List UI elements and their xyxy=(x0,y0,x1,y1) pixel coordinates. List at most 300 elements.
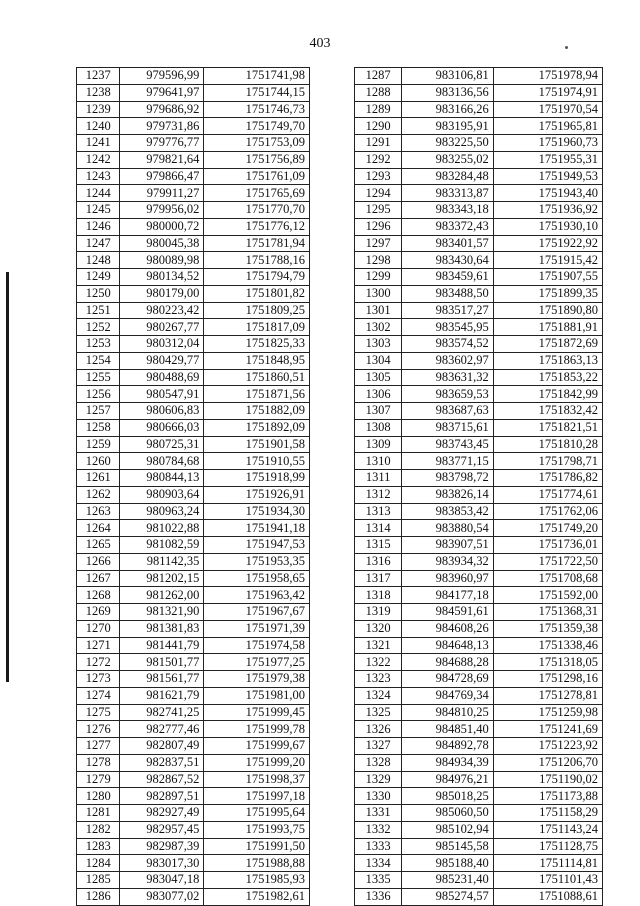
y-coordinate: 1751988,88 xyxy=(204,855,310,872)
x-coordinate: 981621,79 xyxy=(120,687,204,704)
x-coordinate: 980045,38 xyxy=(120,235,204,252)
y-coordinate: 1751753,09 xyxy=(204,135,310,152)
x-coordinate: 980903,64 xyxy=(120,486,204,503)
point-number: 1273 xyxy=(77,671,120,688)
table-row xyxy=(77,302,310,319)
table-row xyxy=(77,687,310,704)
table-row xyxy=(77,252,310,269)
y-coordinate: 1751998,37 xyxy=(204,771,310,788)
y-coordinate: 1751774,61 xyxy=(493,486,602,503)
y-coordinate: 1751241,69 xyxy=(493,721,602,738)
x-coordinate: 984177,18 xyxy=(402,587,493,604)
table-row xyxy=(77,386,310,403)
x-coordinate: 984591,61 xyxy=(402,604,493,621)
x-coordinate: 985018,25 xyxy=(402,788,493,805)
y-coordinate: 1751088,61 xyxy=(493,888,602,905)
x-coordinate: 984728,69 xyxy=(402,671,493,688)
y-coordinate: 1751890,80 xyxy=(493,302,602,319)
table-row xyxy=(77,553,310,570)
table-row xyxy=(355,704,603,721)
coordinates-table-left xyxy=(76,67,310,906)
point-number: 1249 xyxy=(77,269,120,286)
point-number: 1283 xyxy=(77,838,120,855)
y-coordinate: 1751863,13 xyxy=(493,352,602,369)
point-number: 1322 xyxy=(355,654,402,671)
table-row xyxy=(77,654,310,671)
table-row xyxy=(355,269,603,286)
x-coordinate: 984648,13 xyxy=(402,637,493,654)
point-number: 1318 xyxy=(355,587,402,604)
x-coordinate: 980223,42 xyxy=(120,302,204,319)
y-coordinate: 1751744,15 xyxy=(204,84,310,101)
table-row xyxy=(77,838,310,855)
table-row xyxy=(77,319,310,336)
x-coordinate: 979641,97 xyxy=(120,84,204,101)
table-row xyxy=(355,637,603,654)
y-coordinate: 1751809,25 xyxy=(204,302,310,319)
x-coordinate: 980000,72 xyxy=(120,218,204,235)
y-coordinate: 1751979,38 xyxy=(204,671,310,688)
y-coordinate: 1751892,09 xyxy=(204,419,310,436)
y-coordinate: 1751821,51 xyxy=(493,419,602,436)
point-number: 1328 xyxy=(355,754,402,771)
table-row xyxy=(355,403,603,420)
y-coordinate: 1751781,94 xyxy=(204,235,310,252)
point-number: 1296 xyxy=(355,218,402,235)
x-coordinate: 984976,21 xyxy=(402,771,493,788)
y-coordinate: 1751907,55 xyxy=(493,269,602,286)
y-coordinate: 1751173,88 xyxy=(493,788,602,805)
x-coordinate: 984892,78 xyxy=(402,738,493,755)
x-coordinate: 979776,77 xyxy=(120,135,204,152)
y-coordinate: 1751918,99 xyxy=(204,470,310,487)
x-coordinate: 982807,49 xyxy=(120,738,204,755)
x-coordinate: 979731,86 xyxy=(120,118,204,135)
y-coordinate: 1751756,89 xyxy=(204,151,310,168)
x-coordinate: 983106,81 xyxy=(402,68,493,85)
table-row xyxy=(77,235,310,252)
y-coordinate: 1751853,22 xyxy=(493,369,602,386)
point-number: 1264 xyxy=(77,520,120,537)
x-coordinate: 983488,50 xyxy=(402,285,493,302)
table-row xyxy=(77,168,310,185)
x-coordinate: 983826,14 xyxy=(402,486,493,503)
table-row xyxy=(355,285,603,302)
y-coordinate: 1751949,53 xyxy=(493,168,602,185)
table-row xyxy=(77,185,310,202)
point-number: 1262 xyxy=(77,486,120,503)
table-row xyxy=(77,855,310,872)
point-number: 1335 xyxy=(355,872,402,889)
point-number: 1271 xyxy=(77,637,120,654)
point-number: 1330 xyxy=(355,788,402,805)
y-coordinate: 1751882,09 xyxy=(204,403,310,420)
y-coordinate: 1751762,06 xyxy=(493,503,602,520)
y-coordinate: 1751798,71 xyxy=(493,453,602,470)
table-row xyxy=(355,855,603,872)
y-coordinate: 1751708,68 xyxy=(493,570,602,587)
table-row xyxy=(77,486,310,503)
x-coordinate: 983602,97 xyxy=(402,352,493,369)
point-number: 1307 xyxy=(355,403,402,420)
x-coordinate: 981381,83 xyxy=(120,620,204,637)
table-row xyxy=(355,202,603,219)
table-row xyxy=(355,101,603,118)
x-coordinate: 982987,39 xyxy=(120,838,204,855)
x-coordinate: 980844,13 xyxy=(120,470,204,487)
y-coordinate: 1751832,42 xyxy=(493,403,602,420)
point-number: 1242 xyxy=(77,151,120,168)
y-coordinate: 1751999,78 xyxy=(204,721,310,738)
x-coordinate: 983545,95 xyxy=(402,319,493,336)
y-coordinate: 1751941,18 xyxy=(204,520,310,537)
y-coordinate: 1751788,16 xyxy=(204,252,310,269)
table-row xyxy=(355,436,603,453)
x-coordinate: 982777,46 xyxy=(120,721,204,738)
x-coordinate: 980725,31 xyxy=(120,436,204,453)
y-coordinate: 1751143,24 xyxy=(493,821,602,838)
point-number: 1293 xyxy=(355,168,402,185)
x-coordinate: 985274,57 xyxy=(402,888,493,905)
x-coordinate: 980666,03 xyxy=(120,419,204,436)
y-coordinate: 1751997,18 xyxy=(204,788,310,805)
x-coordinate: 983255,02 xyxy=(402,151,493,168)
table-row xyxy=(77,872,310,889)
x-coordinate: 983517,27 xyxy=(402,302,493,319)
x-coordinate: 985188,40 xyxy=(402,855,493,872)
point-number: 1282 xyxy=(77,821,120,838)
table-row xyxy=(355,604,603,621)
point-number: 1270 xyxy=(77,620,120,637)
x-coordinate: 979866,47 xyxy=(120,168,204,185)
point-number: 1258 xyxy=(77,419,120,436)
point-number: 1279 xyxy=(77,771,120,788)
x-coordinate: 983313,87 xyxy=(402,185,493,202)
point-number: 1274 xyxy=(77,687,120,704)
table-row xyxy=(355,185,603,202)
table-row xyxy=(355,888,603,905)
point-number: 1247 xyxy=(77,235,120,252)
y-coordinate: 1751765,69 xyxy=(204,185,310,202)
x-coordinate: 984608,26 xyxy=(402,620,493,637)
table-row xyxy=(77,218,310,235)
x-coordinate: 985145,58 xyxy=(402,838,493,855)
x-coordinate: 983166,26 xyxy=(402,101,493,118)
point-number: 1305 xyxy=(355,369,402,386)
x-coordinate: 980547,91 xyxy=(120,386,204,403)
table-row xyxy=(355,520,603,537)
y-coordinate: 1751930,10 xyxy=(493,218,602,235)
point-number: 1299 xyxy=(355,269,402,286)
point-number: 1289 xyxy=(355,101,402,118)
scan-edge-mark xyxy=(6,272,9,682)
y-coordinate: 1751995,64 xyxy=(204,805,310,822)
point-number: 1266 xyxy=(77,553,120,570)
x-coordinate: 983687,63 xyxy=(402,403,493,420)
x-coordinate: 983715,61 xyxy=(402,419,493,436)
table-row xyxy=(355,771,603,788)
x-coordinate: 981082,59 xyxy=(120,537,204,554)
table-row xyxy=(77,269,310,286)
point-number: 1321 xyxy=(355,637,402,654)
point-number: 1329 xyxy=(355,771,402,788)
y-coordinate: 1751899,35 xyxy=(493,285,602,302)
table-row xyxy=(77,352,310,369)
x-coordinate: 979911,27 xyxy=(120,185,204,202)
table-row xyxy=(77,84,310,101)
x-coordinate: 982897,51 xyxy=(120,788,204,805)
table-row xyxy=(77,704,310,721)
x-coordinate: 983225,50 xyxy=(402,135,493,152)
point-number: 1240 xyxy=(77,118,120,135)
x-coordinate: 980089,98 xyxy=(120,252,204,269)
table-row xyxy=(355,470,603,487)
table-row xyxy=(77,888,310,905)
table-row xyxy=(355,654,603,671)
table-row xyxy=(77,620,310,637)
y-coordinate: 1751872,69 xyxy=(493,336,602,353)
coordinates-table-left-body xyxy=(77,68,310,906)
y-coordinate: 1751922,92 xyxy=(493,235,602,252)
table-row xyxy=(355,721,603,738)
point-number: 1298 xyxy=(355,252,402,269)
point-number: 1254 xyxy=(77,352,120,369)
y-coordinate: 1751786,82 xyxy=(493,470,602,487)
x-coordinate: 983798,72 xyxy=(402,470,493,487)
x-coordinate: 982741,25 xyxy=(120,704,204,721)
point-number: 1302 xyxy=(355,319,402,336)
y-coordinate: 1751955,31 xyxy=(493,151,602,168)
point-number: 1297 xyxy=(355,235,402,252)
y-coordinate: 1751947,53 xyxy=(204,537,310,554)
point-number: 1245 xyxy=(77,202,120,219)
table-row xyxy=(77,285,310,302)
point-number: 1336 xyxy=(355,888,402,905)
y-coordinate: 1751128,75 xyxy=(493,838,602,855)
point-number: 1290 xyxy=(355,118,402,135)
y-coordinate: 1751741,98 xyxy=(204,68,310,85)
y-coordinate: 1751978,94 xyxy=(493,68,602,85)
point-number: 1286 xyxy=(77,888,120,905)
point-number: 1294 xyxy=(355,185,402,202)
point-number: 1280 xyxy=(77,788,120,805)
y-coordinate: 1751736,01 xyxy=(493,537,602,554)
table-row xyxy=(77,637,310,654)
point-number: 1243 xyxy=(77,168,120,185)
point-number: 1285 xyxy=(77,872,120,889)
table-row xyxy=(355,821,603,838)
y-coordinate: 1751278,81 xyxy=(493,687,602,704)
point-number: 1265 xyxy=(77,537,120,554)
table-row xyxy=(355,252,603,269)
x-coordinate: 983771,15 xyxy=(402,453,493,470)
y-coordinate: 1751298,16 xyxy=(493,671,602,688)
point-number: 1301 xyxy=(355,302,402,319)
y-coordinate: 1751999,45 xyxy=(204,704,310,721)
table-row xyxy=(355,503,603,520)
table-row xyxy=(355,671,603,688)
y-coordinate: 1751999,20 xyxy=(204,754,310,771)
point-number: 1259 xyxy=(77,436,120,453)
point-number: 1250 xyxy=(77,285,120,302)
table-row xyxy=(355,553,603,570)
x-coordinate: 983195,91 xyxy=(402,118,493,135)
x-coordinate: 983047,18 xyxy=(120,872,204,889)
point-number: 1332 xyxy=(355,821,402,838)
point-number: 1333 xyxy=(355,838,402,855)
y-coordinate: 1751977,25 xyxy=(204,654,310,671)
table-row xyxy=(355,118,603,135)
point-number: 1275 xyxy=(77,704,120,721)
y-coordinate: 1751974,58 xyxy=(204,637,310,654)
x-coordinate: 980312,04 xyxy=(120,336,204,353)
x-coordinate: 982927,49 xyxy=(120,805,204,822)
y-coordinate: 1751810,28 xyxy=(493,436,602,453)
y-coordinate: 1751881,91 xyxy=(493,319,602,336)
x-coordinate: 981142,35 xyxy=(120,553,204,570)
x-coordinate: 983430,64 xyxy=(402,252,493,269)
y-coordinate: 1751158,29 xyxy=(493,805,602,822)
table-row xyxy=(77,788,310,805)
y-coordinate: 1751963,42 xyxy=(204,587,310,604)
point-number: 1244 xyxy=(77,185,120,202)
table-row xyxy=(355,386,603,403)
y-coordinate: 1751982,61 xyxy=(204,888,310,905)
x-coordinate: 979956,02 xyxy=(120,202,204,219)
y-coordinate: 1751318,05 xyxy=(493,654,602,671)
point-number: 1311 xyxy=(355,470,402,487)
y-coordinate: 1751958,65 xyxy=(204,570,310,587)
x-coordinate: 982837,51 xyxy=(120,754,204,771)
x-coordinate: 981202,15 xyxy=(120,570,204,587)
y-coordinate: 1751910,55 xyxy=(204,453,310,470)
point-number: 1306 xyxy=(355,386,402,403)
table-row xyxy=(77,587,310,604)
table-row xyxy=(355,235,603,252)
point-number: 1238 xyxy=(77,84,120,101)
point-number: 1317 xyxy=(355,570,402,587)
point-number: 1309 xyxy=(355,436,402,453)
y-coordinate: 1751953,35 xyxy=(204,553,310,570)
x-coordinate: 980784,68 xyxy=(120,453,204,470)
x-coordinate: 980963,24 xyxy=(120,503,204,520)
x-coordinate: 983017,30 xyxy=(120,855,204,872)
table-row xyxy=(77,537,310,554)
point-number: 1248 xyxy=(77,252,120,269)
point-number: 1304 xyxy=(355,352,402,369)
table-row xyxy=(77,403,310,420)
table-row xyxy=(77,570,310,587)
table-row xyxy=(355,369,603,386)
table-row xyxy=(77,470,310,487)
x-coordinate: 980429,77 xyxy=(120,352,204,369)
x-coordinate: 983372,43 xyxy=(402,218,493,235)
x-coordinate: 984688,28 xyxy=(402,654,493,671)
point-number: 1316 xyxy=(355,553,402,570)
y-coordinate: 1751101,43 xyxy=(493,872,602,889)
point-number: 1325 xyxy=(355,704,402,721)
point-number: 1257 xyxy=(77,403,120,420)
x-coordinate: 982957,45 xyxy=(120,821,204,838)
scan-speck xyxy=(565,46,568,49)
point-number: 1326 xyxy=(355,721,402,738)
x-coordinate: 984934,39 xyxy=(402,754,493,771)
x-coordinate: 984851,40 xyxy=(402,721,493,738)
y-coordinate: 1751993,75 xyxy=(204,821,310,838)
table-row xyxy=(355,788,603,805)
point-number: 1327 xyxy=(355,738,402,755)
point-number: 1320 xyxy=(355,620,402,637)
x-coordinate: 981262,00 xyxy=(120,587,204,604)
table-row xyxy=(77,520,310,537)
point-number: 1303 xyxy=(355,336,402,353)
x-coordinate: 983934,32 xyxy=(402,553,493,570)
x-coordinate: 983574,52 xyxy=(402,336,493,353)
x-coordinate: 983136,56 xyxy=(402,84,493,101)
x-coordinate: 982867,52 xyxy=(120,771,204,788)
point-number: 1239 xyxy=(77,101,120,118)
x-coordinate: 983284,48 xyxy=(402,168,493,185)
table-row xyxy=(355,570,603,587)
table-row xyxy=(77,821,310,838)
coordinates-table-right-body xyxy=(355,68,603,906)
x-coordinate: 985231,40 xyxy=(402,872,493,889)
point-number: 1269 xyxy=(77,604,120,621)
x-coordinate: 983907,51 xyxy=(402,537,493,554)
table-row xyxy=(355,587,603,604)
point-number: 1256 xyxy=(77,386,120,403)
table-row xyxy=(77,503,310,520)
table-row xyxy=(77,436,310,453)
point-number: 1267 xyxy=(77,570,120,587)
x-coordinate: 981561,77 xyxy=(120,671,204,688)
table-row xyxy=(355,319,603,336)
y-coordinate: 1751801,82 xyxy=(204,285,310,302)
table-row xyxy=(77,68,310,85)
x-coordinate: 983880,54 xyxy=(402,520,493,537)
point-number: 1284 xyxy=(77,855,120,872)
table-row xyxy=(355,620,603,637)
table-row xyxy=(355,486,603,503)
point-number: 1323 xyxy=(355,671,402,688)
table-row xyxy=(355,872,603,889)
x-coordinate: 981501,77 xyxy=(120,654,204,671)
point-number: 1255 xyxy=(77,369,120,386)
table-row xyxy=(77,419,310,436)
x-coordinate: 980179,00 xyxy=(120,285,204,302)
y-coordinate: 1751817,09 xyxy=(204,319,310,336)
point-number: 1261 xyxy=(77,470,120,487)
y-coordinate: 1751842,99 xyxy=(493,386,602,403)
point-number: 1237 xyxy=(77,68,120,85)
y-coordinate: 1751746,73 xyxy=(204,101,310,118)
x-coordinate: 980606,83 xyxy=(120,403,204,420)
y-coordinate: 1751206,70 xyxy=(493,754,602,771)
point-number: 1287 xyxy=(355,68,402,85)
y-coordinate: 1751776,12 xyxy=(204,218,310,235)
table-row xyxy=(77,604,310,621)
point-number: 1241 xyxy=(77,135,120,152)
x-coordinate: 985102,94 xyxy=(402,821,493,838)
table-row xyxy=(77,369,310,386)
table-row xyxy=(77,202,310,219)
x-coordinate: 980488,69 xyxy=(120,369,204,386)
page-number: 403 xyxy=(309,36,331,51)
x-coordinate: 983960,97 xyxy=(402,570,493,587)
y-coordinate: 1751965,81 xyxy=(493,118,602,135)
table-row xyxy=(355,68,603,85)
x-coordinate: 983459,61 xyxy=(402,269,493,286)
